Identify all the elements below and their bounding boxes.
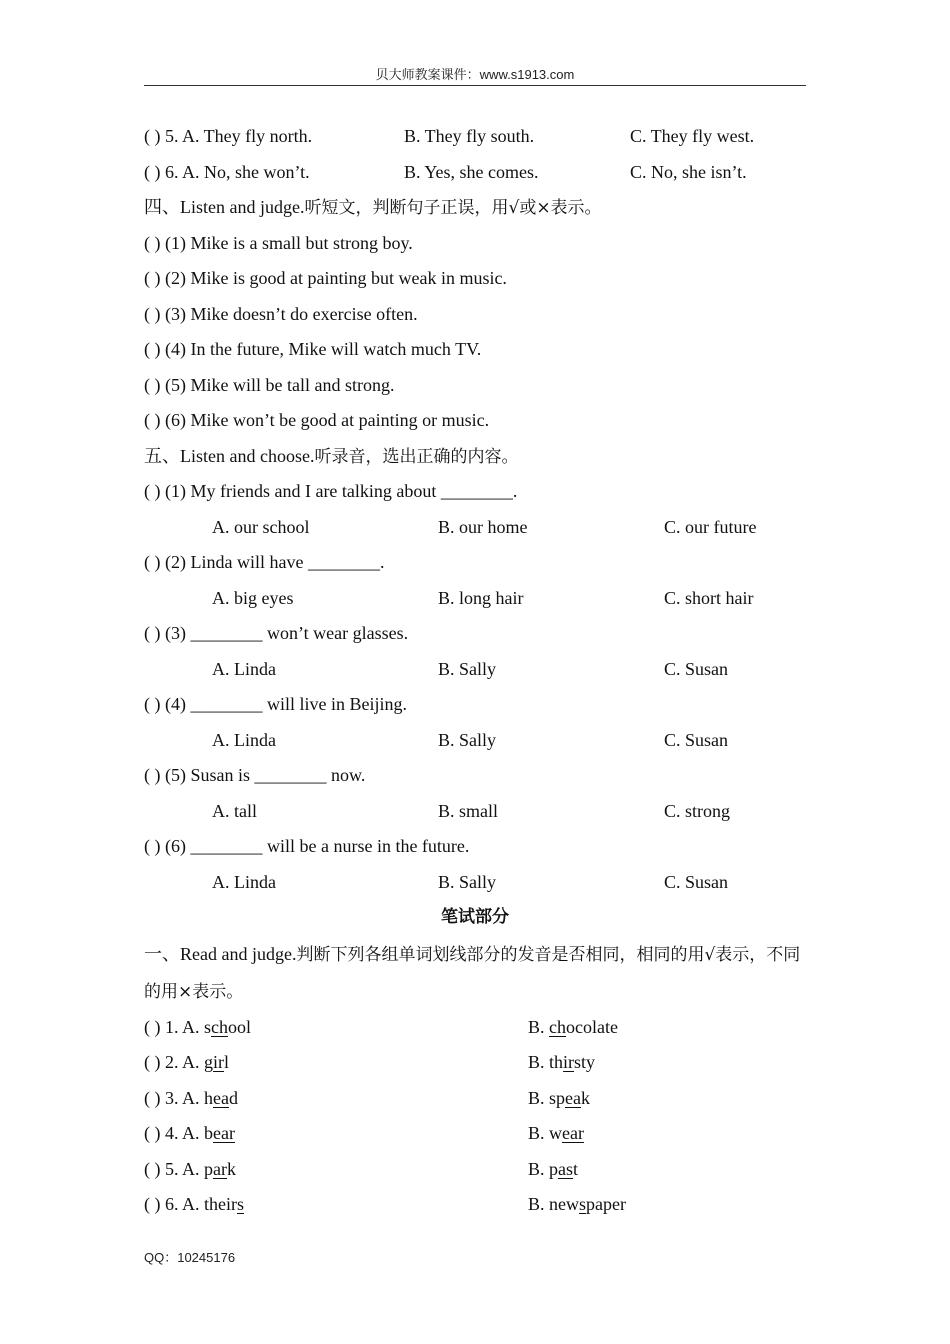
option-b: B. Sally <box>438 658 497 679</box>
choice-question: ( ) (2) Linda will have ________. <box>144 552 385 572</box>
item-number: ( ) 6. A. <box>144 1194 204 1214</box>
underlined-sound: s <box>237 1194 245 1214</box>
word-part: h <box>204 1087 213 1108</box>
question-option-b: B. Yes, she comes. <box>404 161 539 182</box>
worksheet-content <box>144 119 806 1223</box>
underlined-sound: ear <box>562 1123 584 1143</box>
word-part: B. th <box>528 1052 564 1072</box>
option-a: A. big eyes <box>212 587 294 608</box>
word-part: k <box>581 1087 590 1108</box>
word-b <box>528 1010 618 1046</box>
judge-item: ( ) (4) In the future, Mike will watch much TV. <box>144 339 482 359</box>
word-part: l <box>224 1052 230 1072</box>
word-part: ocolate <box>566 1016 618 1037</box>
section-heading-en: 一、Read and judge. <box>144 943 297 964</box>
judge-item: ( ) (5) Mike will be tall and strong. <box>144 374 395 395</box>
underlined-sound: ir <box>213 1052 224 1072</box>
section-heading-cn: 听录音，选出正确的内容。 <box>314 446 519 467</box>
question-option-a: ( ) 5. A. They fly north. <box>144 126 313 146</box>
item-number: ( ) 1. A. <box>144 1016 204 1037</box>
word-part: p <box>204 1158 213 1179</box>
choice-options <box>144 581 806 617</box>
word-part: sty <box>574 1052 596 1072</box>
word-b <box>528 1081 590 1117</box>
section-heading <box>144 936 806 1010</box>
item-number: ( ) 5. A. <box>144 1158 204 1179</box>
option-b: B. our home <box>438 516 528 537</box>
item-number: ( ) 3. A. <box>144 1087 204 1108</box>
page-header: 贝大师教案课件：www.s1913.com <box>375 67 575 82</box>
choice-question: ( ) (4) ________ will live in Beijing. <box>144 694 407 714</box>
choice-options <box>144 865 806 901</box>
option-a: A. Linda <box>212 871 276 892</box>
question-option-a: ( ) 6. A. No, she won’t. <box>144 161 310 182</box>
choice-options <box>144 723 806 759</box>
pronunciation-item <box>144 1081 806 1117</box>
pronunciation-item <box>144 1187 806 1223</box>
section-heading-cn: 听短文，判断句子正误，用√或×表示。 <box>304 198 602 218</box>
word-part: ool <box>228 1016 252 1037</box>
word-part: d <box>228 1087 238 1108</box>
item-number: ( ) 4. A. <box>144 1123 204 1143</box>
option-b: B. small <box>438 800 499 821</box>
option-c: C. short hair <box>664 587 754 608</box>
written-part-title: 笔试部分 <box>441 907 509 927</box>
word-b <box>528 1152 578 1188</box>
underlined-sound: s <box>579 1194 587 1214</box>
word-b <box>528 1187 626 1223</box>
word-part: B. new <box>528 1194 579 1214</box>
question-option-b: B. They fly south. <box>404 126 535 146</box>
word-part: k <box>226 1158 236 1179</box>
word-part: t <box>573 1158 579 1179</box>
header-divider <box>144 85 806 86</box>
section-heading <box>144 190 806 226</box>
word-a <box>144 1081 238 1117</box>
option-c: C. Susan <box>664 658 729 679</box>
option-b: B. Sally <box>438 729 497 750</box>
word-part: B. w <box>528 1123 563 1143</box>
option-a: A. Linda <box>212 658 276 679</box>
question-row <box>144 119 806 155</box>
option-c: C. Susan <box>664 871 729 892</box>
word-part: B. p <box>528 1158 559 1179</box>
underlined-sound: ch <box>549 1016 567 1037</box>
word-a <box>144 1187 244 1223</box>
pronunciation-item <box>144 1152 806 1188</box>
question-option-c: C. No, she isn’t. <box>630 161 747 182</box>
section-heading-en: 五、Listen and choose. <box>144 445 315 466</box>
word-b <box>528 1116 584 1152</box>
option-c: C. Susan <box>664 729 729 750</box>
choice-question: ( ) (1) My friends and I are talking about ________. <box>144 481 518 501</box>
choice-options <box>144 510 806 546</box>
word-part: B. <box>528 1016 550 1037</box>
underlined-sound: as <box>558 1158 574 1179</box>
section-heading <box>144 439 806 475</box>
word-part: s <box>204 1016 212 1037</box>
judge-item: ( ) (2) Mike is good at painting but weak in music. <box>144 268 507 288</box>
question-row <box>144 155 806 191</box>
underlined-sound: ar <box>213 1158 227 1179</box>
section-heading-en: 四、Listen and judge. <box>144 197 305 217</box>
underlined-sound: ea <box>213 1087 229 1108</box>
question-option-c: C. They fly west. <box>630 126 755 146</box>
pronunciation-item <box>144 1010 806 1046</box>
choice-question: ( ) (6) ________ will be a nurse in the future. <box>144 836 470 856</box>
item-number: ( ) 2. A. <box>144 1052 204 1072</box>
word-part: g <box>204 1052 213 1072</box>
word-b <box>528 1045 595 1081</box>
option-a: A. tall <box>212 800 257 821</box>
option-b: B. long hair <box>438 587 524 608</box>
option-a: A. Linda <box>212 729 276 750</box>
word-a <box>144 1045 229 1081</box>
choice-options <box>144 652 806 688</box>
section-heading-cn: 判断下列各组单词划线部分的发音是否相同，相同的用√表示，不同的用×表示。 <box>144 944 801 1002</box>
judge-item: ( ) (1) Mike is a small but strong boy. <box>144 232 413 253</box>
word-a <box>144 1116 235 1152</box>
underlined-sound: ir <box>563 1052 575 1072</box>
word-part: b <box>204 1123 213 1143</box>
choice-options <box>144 794 806 830</box>
word-part: their <box>204 1194 237 1214</box>
judge-item: ( ) (6) Mike won’t be good at painting or music. <box>144 410 490 430</box>
choice-question: ( ) (3) ________ won’t wear glasses. <box>144 623 409 643</box>
underlined-sound: ch <box>211 1016 229 1037</box>
underlined-sound: ea <box>565 1087 581 1108</box>
pronunciation-item <box>144 1045 806 1081</box>
word-part: paper <box>586 1194 626 1214</box>
word-a <box>144 1010 251 1046</box>
option-a: A. our school <box>212 516 310 537</box>
choice-question: ( ) (5) Susan is ________ now. <box>144 765 366 785</box>
pronunciation-item <box>144 1116 806 1152</box>
page-footer: QQ：10245176 <box>144 1250 236 1265</box>
judge-item: ( ) (3) Mike doesn’t do exercise often. <box>144 303 418 324</box>
word-a <box>144 1152 236 1188</box>
word-part: B. sp <box>528 1087 566 1108</box>
option-b: B. Sally <box>438 871 497 892</box>
option-c: C. strong <box>664 800 731 821</box>
underlined-sound: ear <box>213 1123 235 1143</box>
option-c: C. our future <box>664 516 757 537</box>
